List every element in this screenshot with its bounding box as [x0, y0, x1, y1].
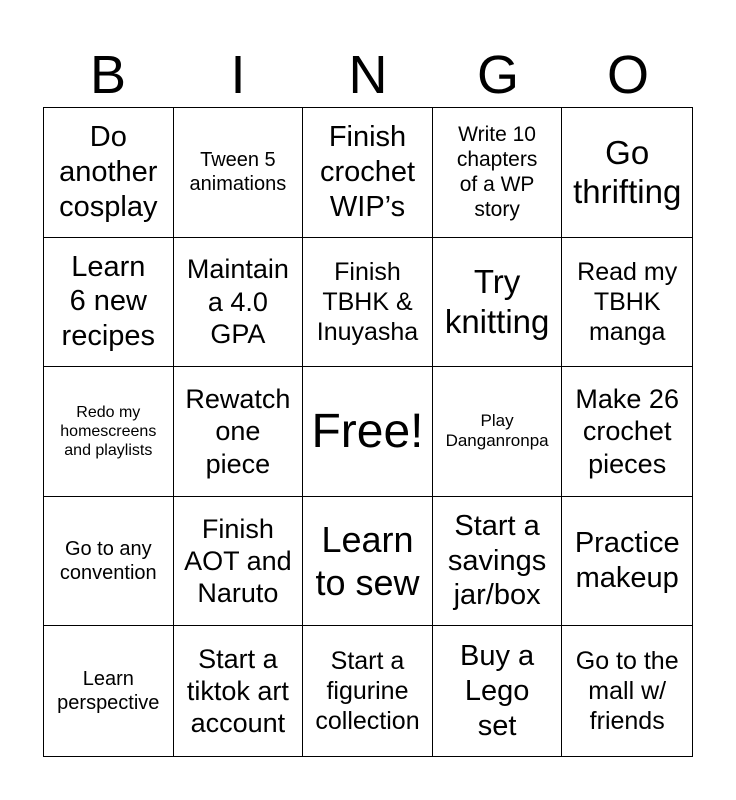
header-letter-o: O [606, 45, 649, 105]
bingo-cell-r3c4[interactable]: Play Danganronpa [433, 367, 563, 497]
bingo-cell-r2c4[interactable]: Try knitting [433, 238, 563, 368]
header-letter-n: N [348, 45, 388, 105]
bingo-cell-r4c3[interactable]: Learn to sew [303, 497, 433, 627]
bingo-cell-r5c2[interactable]: Start a tiktok art account [174, 626, 304, 756]
bingo-cell-r3c5[interactable]: Make 26 crochet pieces [562, 367, 692, 497]
header-letter-b: B [89, 45, 127, 105]
bingo-cell-r2c5[interactable]: Read my TBHK manga [562, 238, 692, 368]
bingo-cell-r2c1[interactable]: Learn 6 new recipes [44, 238, 174, 368]
bingo-cell-r1c2[interactable]: Tween 5 animations [174, 108, 304, 238]
bingo-cell-r4c2[interactable]: Finish AOT and Naruto [174, 497, 304, 627]
bingo-cell-r3c2[interactable]: Rewatch one piece [174, 367, 304, 497]
header-letter-g: G [476, 45, 519, 105]
bingo-cell-r5c3[interactable]: Start a figurine collection [303, 626, 433, 756]
bingo-cell-r5c1[interactable]: Learn perspective [44, 626, 174, 756]
bingo-cell-r1c3[interactable]: Finish crochet WIP’s [303, 108, 433, 238]
header-letter-i: I [230, 45, 246, 105]
free-space-cell[interactable]: Free! [303, 367, 433, 497]
bingo-cell-r2c3[interactable]: Finish TBHK & Inuyasha [303, 238, 433, 368]
bingo-grid [43, 107, 693, 757]
bingo-header [43, 44, 693, 106]
bingo-cell-r5c4[interactable]: Buy a Lego set [433, 626, 563, 756]
bingo-cell-r1c1[interactable]: Do another cosplay [44, 108, 174, 238]
bingo-cell-r4c5[interactable]: Practice makeup [562, 497, 692, 627]
bingo-cell-r1c5[interactable]: Go thrifting [562, 108, 692, 238]
bingo-cell-r4c1[interactable]: Go to any convention [44, 497, 174, 627]
bingo-cell-r1c4[interactable]: Write 10 chapters of a WP story [433, 108, 563, 238]
bingo-cell-r3c1[interactable]: Redo my homescreens and playlists [44, 367, 174, 497]
bingo-cell-r5c5[interactable]: Go to the mall w/ friends [575, 647, 679, 736]
bingo-cell-r2c2[interactable]: Maintain a 4.0 GPA [174, 238, 304, 368]
bingo-cell-r4c4[interactable]: Start a savings jar/box [433, 497, 563, 627]
